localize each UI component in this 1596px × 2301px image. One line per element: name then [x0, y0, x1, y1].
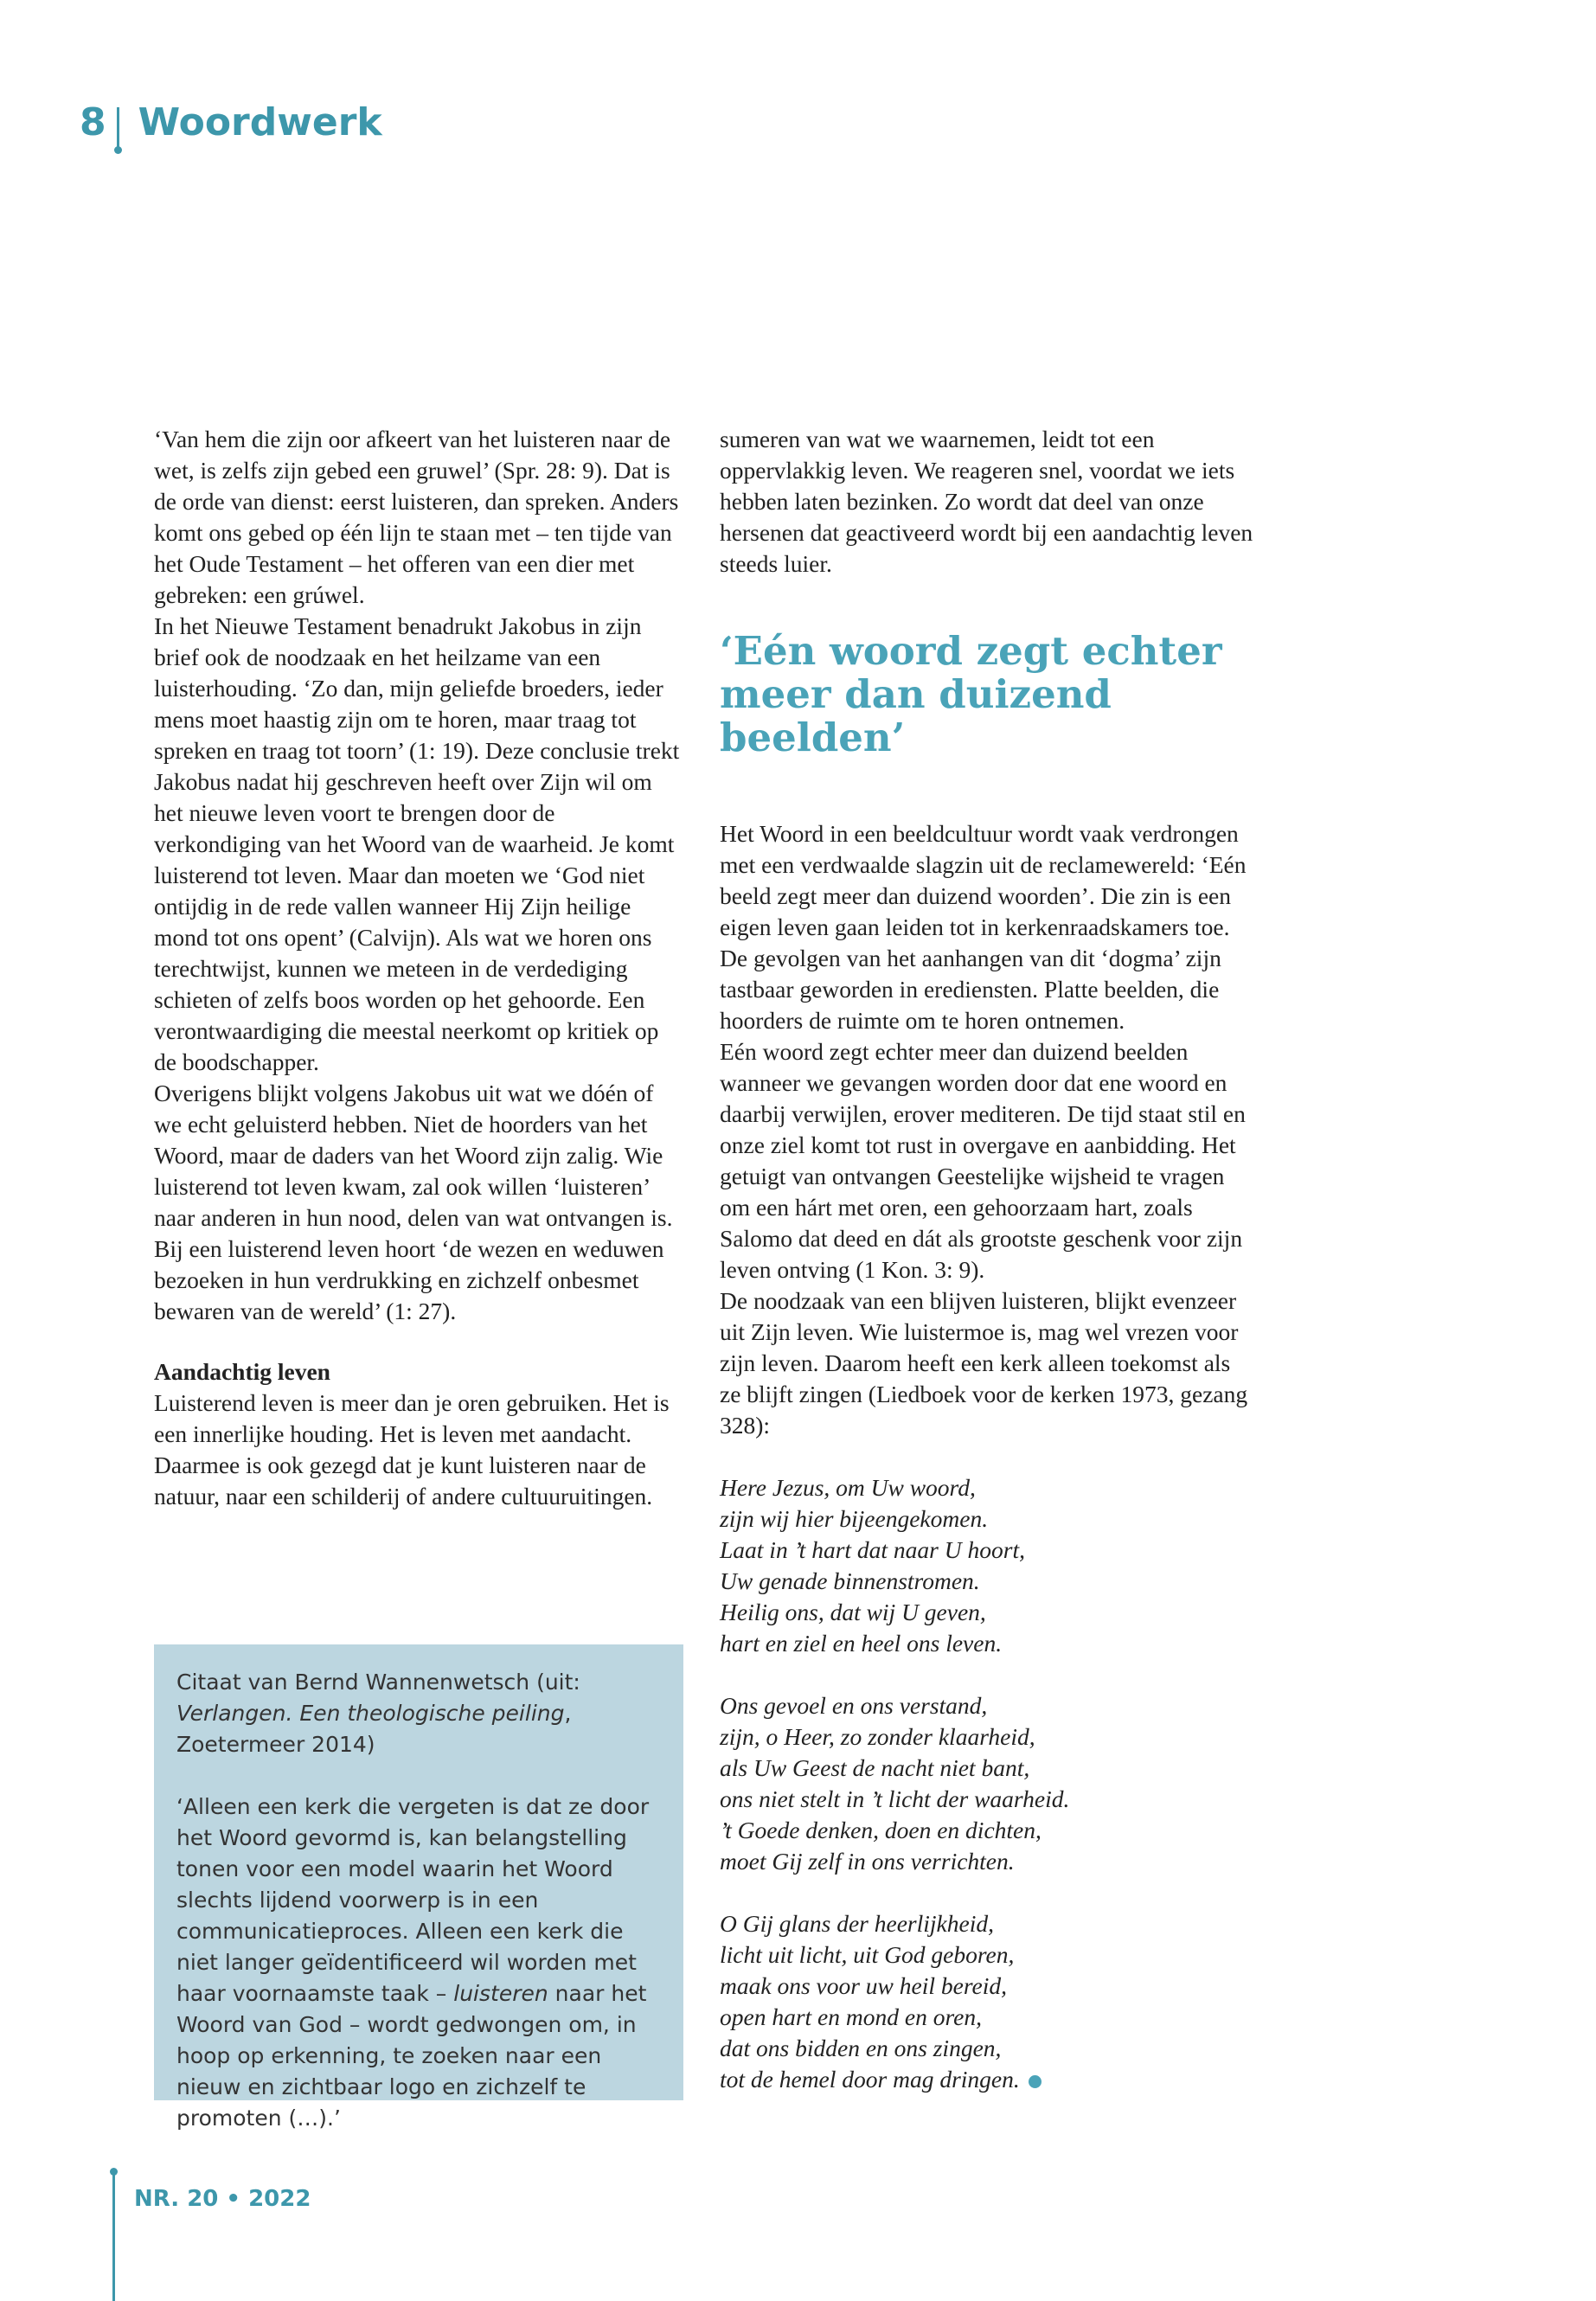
poem-stanza-1 [720, 1472, 1256, 1659]
poem-line: Here Jezus, om Uw woord, [720, 1474, 976, 1501]
poem-line: ons niet stelt in ’t licht der waarheid. [720, 1785, 1070, 1812]
page-header [80, 92, 382, 152]
right-column [720, 424, 1256, 2095]
end-mark-icon [1029, 2075, 1042, 2088]
section-title: Woordwerk [138, 99, 382, 144]
issue-label: NR. 20 • 2022 [134, 2186, 311, 2212]
page-number: 8 [80, 99, 106, 144]
paragraph: Het Woord in een beeldcultuur wordt vaak verdrongen met een verdwaalde slagzin uit de reclamewereld: ‘Eén beeld zegt meer dan duizend woorden’. Die zin is een eigen leven gaan leiden tot in kerkenraadskamers toe. De gevolgen van het aanhangen van dit ‘dogma’ zijn tastbaar geworden in erediensten. Platte beelden, die hoorders de ruimte om te horen ontnemen. [720, 820, 1247, 1034]
poem-stanza-3 [720, 1908, 1256, 2095]
header-divider [117, 107, 119, 147]
left-column [154, 424, 682, 1512]
poem-line: moet Gij zelf in ons verrichten. [720, 1848, 1015, 1875]
paragraph: De noodzaak van een blijven luisteren, blijkt evenzeer uit Zijn leven. Wie luistermoe is, mag wel vrezen voor zijn leven. Daarom heeft een kerk alleen toekomst als ze blijft zingen (Liedboek voor de kerken 1973, gezang 328): [720, 1287, 1248, 1439]
citation-intro [176, 1667, 663, 1760]
citation-quote-part2: naar het Woord van God – wordt gedwongen om, in hoop op erkenning, te zoeken naar een nieuw en zichtbaar logo en zichzelf te promoten (…).’ [176, 1981, 647, 2131]
citation-quote-part1: ‘Alleen een kerk die vergeten is dat ze door het Woord gevormd is, kan belangstelling tonen voor een model waarin het Woord slechts lijdend voorwerp is in een communicatieproces. Alleen een kerk die niet langer geïdentificeerd wil worden met haar voornaamste taak – [176, 1794, 650, 2006]
poem-line [720, 2064, 1256, 2095]
pull-quote: ‘Eén woord zegt echter meer dan duizend beelden’ [720, 628, 1222, 760]
poem-line: Heilig ons, dat wij U geven, [720, 1599, 986, 1625]
paragraph: In het Nieuwe Testament benadrukt Jakobus in zijn brief ook de noodzaak en het heilzame van een luisterhouding. ‘Zo dan, mijn geliefde broeders, ieder mens moet haastig zijn om te horen, maar traag tot spreken en traag tot toorn’ (1: 19). Deze conclusie trekt Jakobus nadat hij geschreven heeft over Zijn wil om het nieuwe leven voort te brengen door de verkondiging van het Woord van de waarheid. Je komt luisterend tot leven. Maar dan moeten we ‘God niet ontijdig in de rede vallen wanneer Hij Zijn heilige mond tot ons opent’ (Calvijn). Als wat we horen ons terechtwijst, kunnen we meteen in de verdediging schieten of zelfs boos worden op het gehoorde. Een verontwaardiging die meestal neerkomt op kritiek op de boodschapper. [154, 612, 680, 1075]
citation-book-title: Verlangen. Een theologische peiling [176, 1701, 565, 1726]
poem-line: O Gij glans der heerlijkheid, [720, 1910, 994, 1937]
poem-line: ’t Goede denken, doen en dichten, [720, 1817, 1042, 1843]
paragraph: ‘Van hem die zijn oor afkeert van het luisteren naar de wet, is zelfs zijn gebed een gruwel’ (Spr. 28: 9). Dat is de orde van dienst: eerst luisteren, dan spreken. Anders komt ons gebed op één lijn te staan met – ten tijde van het Oude Testament – het offeren van een dier met gebreken: een grúwel. [154, 426, 679, 608]
paragraph: Luisterend leven is meer dan je oren gebruiken. Het is een innerlijke houding. Het is leven met aandacht. Daarmee is ook gezegd dat je kunt luisteren naar de natuur, naar een schilderij of andere cultuuruitingen. [154, 1389, 670, 1509]
citation-intro-suffix: , Zoetermeer 2014) [176, 1701, 572, 1757]
poem-line: licht uit licht, uit God geboren, [720, 1941, 1015, 1968]
poem-line: zijn wij hier bijeengekomen. [720, 1505, 989, 1532]
poem-line: open hart en mond en oren, [720, 2003, 982, 2030]
subheading: Aandachtig leven [154, 1358, 330, 1385]
paragraph: Overigens blijkt volgens Jakobus uit wat we dóén of we echt geluisterd hebben. Niet de hoorders van het Woord, maar de daders van het Woord zijn zalig. Wie luisterend tot leven kwam, zal ook willen ‘luisteren’ naar anderen in hun nood, delen van wat ontvangen is. Bij een luisterend leven hoort ‘de wezen en weduwen bezoeken in hun verdrukking en zichzelf onbesmet bewaren van de wereld’ (1: 27). [154, 1080, 673, 1324]
poem-line: Laat in ’t hart dat naar U hoort, [720, 1536, 1025, 1563]
citation-quote-emphasis: luisteren [453, 1981, 548, 2006]
paragraph: Eén woord zegt echter meer dan duizend beelden wanneer we gevangen worden door dat ene woord en daarbij verwijlen, erover mediteren. De tijd staat stil en onze ziel komt tot rust in overgave en aanbidding. Het getuigt van ontvangen Geestelijke wijsheid te vragen om een hárt met oren, een gehoorzaam hart, zoals Salomo dat deed en dát als grootste geschenk voor zijn leven ontving (1 Kon. 3: 9). [720, 1038, 1246, 1283]
poem-line: Uw genade binnenstromen. [720, 1567, 980, 1594]
poem-line: hart en ziel en heel ons leven. [720, 1630, 1003, 1657]
poem-stanza-2 [720, 1690, 1256, 1877]
poem-line: maak ons voor uw heil bereid, [720, 1972, 1007, 1999]
citation-intro-prefix: Citaat van Bernd Wannenwetsch (uit: [176, 1670, 580, 1695]
citation-quote [176, 1791, 663, 2134]
citation-box [154, 1644, 683, 2131]
poem-line: als Uw Geest de nacht niet bant, [720, 1754, 1030, 1781]
poem-line: Ons gevoel en ons verstand, [720, 1692, 988, 1719]
poem-last-line-text: tot de hemel door mag dringen. [720, 2066, 1020, 2093]
footer-divider [112, 2173, 115, 2301]
poem-line: dat ons bidden en ons zingen, [720, 2035, 1002, 2061]
paragraph-continued: sumeren van wat we waarnemen, leidt tot een oppervlakkig leven. We reageren snel, voordat we iets hebben laten bezinken. Zo wordt dat deel van onze hersenen dat geactiveerd wordt bij een aandachtig leven steeds luier. [720, 426, 1253, 577]
poem-line: zijn, o Heer, zo zonder klaarheid, [720, 1723, 1035, 1750]
